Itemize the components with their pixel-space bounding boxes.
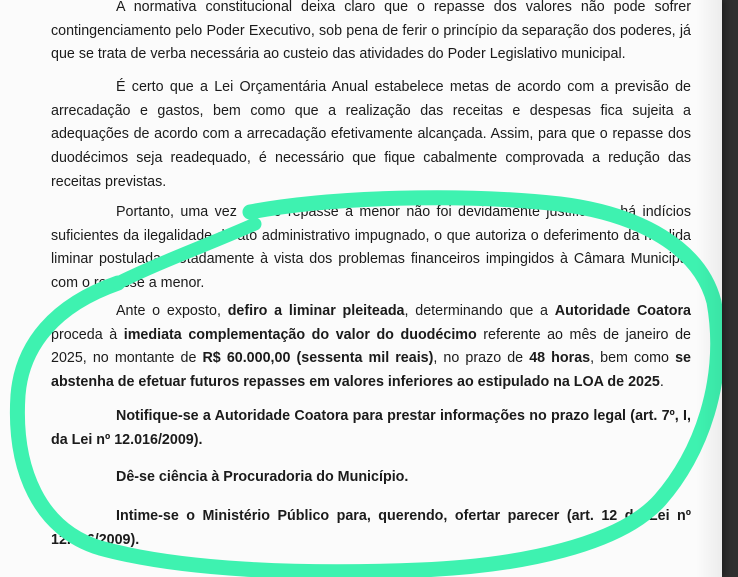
paragraph-portanto: Portanto, uma vez que o repasse a menor não foi devidamente justificado, há indícios suficientes da ilegalidade do ato administrativo impugnado, o que autoriza o deferimento da medida liminar postulada, notadamente à vista dos problemas financeiros impingidos à Câmara Municipal com o repasse a menor. <box>51 204 691 292</box>
order-ciencia: Dê-se ciência à Procuradoria do Município. <box>116 469 409 485</box>
decision-text: Ante o exposto, <box>116 303 228 319</box>
decision-text: , no prazo de <box>433 350 530 367</box>
decision-complement-text: imediata complementação do valor do duodécimo <box>123 326 477 343</box>
decision-text: referente ao mês de janeiro de 2025, no montante de <box>51 326 691 367</box>
paragraph-decision <box>51 300 691 395</box>
decision-abstain-text: se abstenha de efetuar futuros repasses em valores inferiores ao estipulado na LOA de 2025 <box>51 350 691 391</box>
order-notifique: Notifique-se a Autoridade Coatora para prestar informações no prazo legal (art. 7º, I, da Lei nº 12.016/2009). <box>51 408 691 448</box>
order-intime: Intime-se o Ministério Público para, querendo, ofertar parecer (art. 12 da Lei nº 12.016/2009). <box>51 508 691 548</box>
decision-text: . <box>659 374 664 391</box>
paragraph-normativa: A normativa constitucional deixa claro que o repasse dos valores não pode sofrer contingenciamento pelo Poder Executivo, sob pena de ferir o princípio da separação dos poderes, já que se trata de verba necessária ao custeio das atividades do Poder Legislativo municipal. <box>51 0 691 63</box>
decision-text: , determinando que a <box>404 303 555 319</box>
decision-amount-text: R$ 60.000,00 (sessenta mil reais) <box>202 350 434 367</box>
decision-grant-text: defiro a liminar pleiteada <box>227 303 405 319</box>
paragraph-lei-orcamentaria: É certo que a Lei Orçamentária Anual estabelece metas de acordo com a previsão de arrecadação e gastos, bem como que a realização das receitas e despesas fica sujeita a adequações de acordo com a arrecadação efetivamente alcançada. Assim, para que o repasse dos duodécimos seja readequado, é necessário que fique cabalmente comprovada a redução das receitas previstas. <box>51 79 691 190</box>
decision-deadline-text: 48 horas <box>529 350 591 367</box>
decision-text: proceda à <box>51 326 124 343</box>
decision-text: , bem como <box>590 350 676 367</box>
decision-authority-text: Autoridade Coatora <box>554 303 692 319</box>
